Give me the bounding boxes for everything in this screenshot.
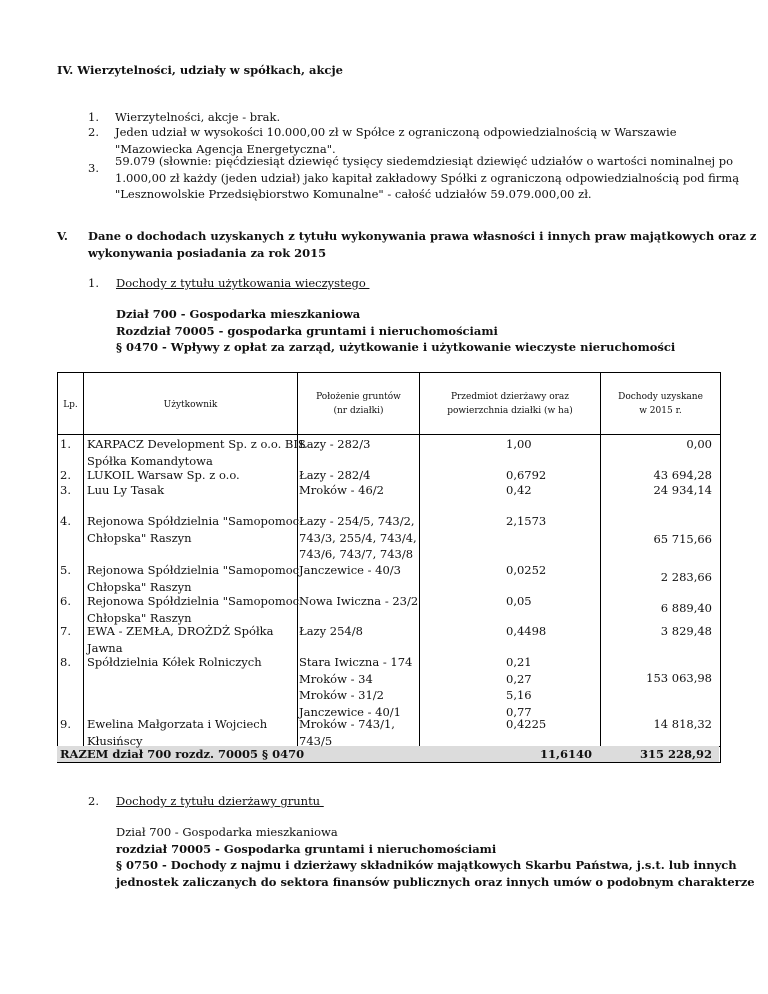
row-area: 0,4225	[506, 717, 547, 731]
row-area: 0,6792	[506, 468, 547, 482]
row-lp: 9.	[60, 717, 71, 731]
classification-line: rozdział 70005 - Gospodarka gruntami i nieruchomościami	[116, 841, 497, 856]
header-user: Użytkownik	[84, 373, 298, 435]
header-income: Dochody uzyskane w 2015 r.	[601, 373, 721, 435]
item-text-line: 1.000,00 zł każdy (jeden udział) jako kapitał zakładowy Spółki z ograniczoną odpowiedzialnością pod firmą	[115, 170, 740, 185]
subsection-2-title: Dochody z tytułu dzierżawy gruntu	[116, 794, 324, 808]
row-income: 0,00	[686, 437, 712, 451]
classification-line: Rozdział 70005 - gospodarka gruntami i nieruchomościami	[116, 323, 498, 338]
row-location: Mroków - 743/1, 743/5	[299, 717, 395, 748]
row-income: 65 715,66	[653, 532, 712, 546]
row-location: Łazy - 282/3	[299, 437, 371, 451]
row-user: Rejonowa Spółdzielnia "Samopomoc Chłopska" Raszyn	[87, 563, 300, 594]
total-area: 11,6140	[539, 747, 592, 761]
classification-line: Dział 700 - Gospodarka mieszkaniowa	[116, 825, 338, 839]
row-area: 2,1573	[506, 514, 547, 528]
row-location: Stara Iwiczna - 174 Mroków - 34 Mroków - 31/2 Janczewice - 40/1	[299, 655, 413, 719]
header-lp: Lp.	[58, 373, 84, 435]
heading-line: Dane o dochodach uzyskanych z tytułu wykonywania prawa własności i innych praw majątkowych oraz z	[88, 229, 757, 243]
row-area: 0,4498	[506, 624, 547, 638]
row-location: Łazy - 282/4	[299, 468, 371, 482]
section-v-number: V.	[57, 229, 68, 243]
row-lp: 4.	[60, 514, 71, 528]
subsection-1-title: Dochody z tytułu użytkowania wieczystego	[116, 276, 370, 290]
row-lp: 3.	[60, 483, 71, 497]
budget-classification-2	[116, 824, 755, 890]
subsection-2-number: 2.	[88, 794, 99, 808]
row-location: Janczewice - 40/3	[299, 563, 401, 577]
item-text-line: Jeden udział w wysokości 10.000,00 zł w Spółce z ograniczoną odpowiedzialnością w Warszawie	[115, 125, 677, 139]
row-income: 43 694,28	[653, 468, 712, 482]
row-income: 14 818,32	[653, 717, 712, 731]
item-number: 1.	[88, 110, 99, 124]
row-area: 1,00	[506, 437, 532, 451]
row-user: Rejonowa Spółdzielnia "Samopomoc Chłopska" Raszyn	[87, 514, 300, 545]
row-lp: 7.	[60, 624, 71, 638]
row-user: LUKOIL Warsaw Sp. z o.o.	[87, 468, 240, 482]
row-location: Łazy - 254/5, 743/2, 743/3, 255/4, 743/4, 743/6, 743/7, 743/8	[299, 514, 417, 561]
row-lp: 1.	[60, 437, 71, 451]
row-user: EWA - ZEMŁA, DROŻDŻ Spółka Jawna	[87, 624, 274, 655]
row-user: Ewelina Małgorzata i Wojciech Kłusińscy	[87, 717, 268, 748]
classification-line: § 0750 - Dochody z najmu i dzierżawy składników majątkowych Skarbu Państwa, j.s.t. lub innych	[116, 858, 737, 872]
header-location: Położenie gruntów (nr działki)	[298, 373, 420, 435]
section-iv-heading: IV. Wierzytelności, udziały w spółkach, akcje	[57, 63, 343, 77]
row-area: 0,21 0,27 5,16 0,77	[506, 655, 532, 719]
row-lp: 2.	[60, 468, 71, 482]
budget-classification-1	[116, 306, 675, 356]
row-location: Łazy 254/8	[299, 624, 363, 638]
subsection-1-number: 1.	[88, 276, 99, 290]
heading-line: wykonywania posiadania za rok 2015	[88, 245, 327, 260]
classification-line: Dział 700 - Gospodarka mieszkaniowa	[116, 307, 361, 321]
table-header-row	[58, 373, 721, 435]
section-v-heading	[88, 228, 756, 261]
row-income: 6 889,40	[660, 601, 712, 615]
row-lp: 6.	[60, 594, 71, 608]
item-text: Wierzytelności, akcje - brak.	[115, 110, 281, 124]
row-lp: 5.	[60, 563, 71, 577]
row-location: Mroków - 46/2	[299, 483, 384, 497]
row-income: 3 829,48	[660, 624, 712, 638]
row-area: 0,42	[506, 483, 532, 497]
row-user: Luu Ly Tasak	[87, 483, 165, 497]
item-number: 2.	[88, 125, 99, 139]
item-text-line: "Lesznowolskie Przedsiębiorstwo Komunalne" - całość udziałów 59.079.000,00 zł.	[115, 187, 592, 201]
row-user: Spółdzielnia Kółek Rolniczych	[87, 655, 262, 669]
item-number: 3.	[88, 161, 99, 175]
row-income: 2 283,66	[660, 570, 712, 584]
row-area: 0,05	[506, 594, 532, 608]
total-label: RAZEM dział 700 rozdz. 70005 § 0470	[60, 747, 305, 761]
row-location: Nowa Iwiczna - 23/2	[299, 594, 419, 608]
row-income: 24 934,14	[653, 483, 712, 497]
row-user: KARPACZ Development Sp. z o.o. BIS Spółka Komandytowa	[87, 437, 306, 468]
row-income: 153 063,98	[646, 671, 712, 685]
row-lp: 8.	[60, 655, 71, 669]
total-income: 315 228,92	[639, 747, 712, 761]
row-user: Rejonowa Spółdzielnia "Samopomoc Chłopska" Raszyn	[87, 594, 300, 625]
header-subject: Przedmiot dzierżawy oraz powierzchnia działki (w ha)	[420, 373, 601, 435]
classification-line: jednostek zaliczanych do sektora finansów publicznych oraz innych umów o podobnym charakterze	[116, 874, 755, 889]
classification-line: § 0470 - Wpływy z opłat za zarząd, użytkowanie i użytkowanie wieczyste nieruchomości	[116, 340, 676, 354]
item-text-line: "Mazowiecka Agencja Energetyczna".	[115, 141, 336, 156]
section-iv-item-3	[88, 153, 740, 203]
row-area: 0,0252	[506, 563, 547, 577]
item-text-line: 59.079 (słownie: pięćdziesiąt dziewięć tysięcy siedemdziesiąt dziewięć udziałów o wartości nominalnej po	[115, 154, 734, 168]
